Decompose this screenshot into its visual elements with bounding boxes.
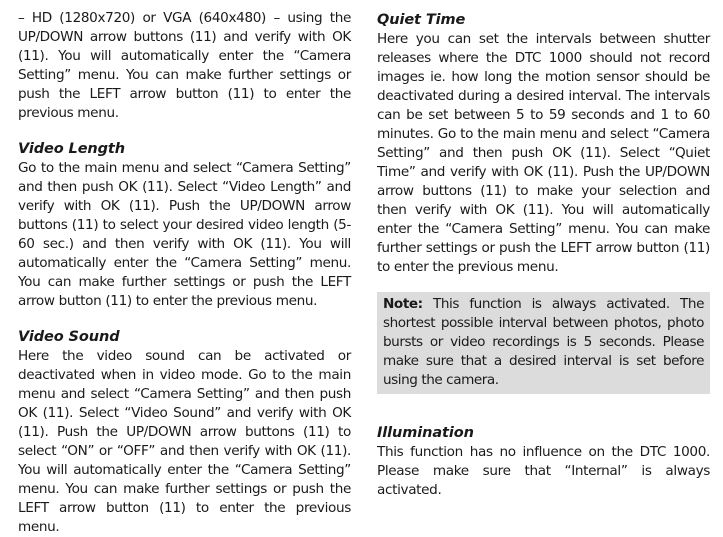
note-box (377, 292, 710, 394)
video-length-paragraph: Go to the main menu and select “Camera Setting” and then push OK (11). Select “Video Length” and verify with OK (11). Push the UP/DOWN arrow buttons (11) to select your desired video length (5-60 sec.) and then verify with OK (11). You will automatically enter the “Camera Setting” menu. You can make further settings or push the LEFT arrow button (11) to enter the previous menu. (18, 160, 351, 309)
intro-paragraph: – HD (1280x720) or VGA (640x480) – using the UP/DOWN arrow buttons (11) and verify with OK (11). You will automatically enter the “Camera Setting” menu. You can make further settings or push the LEFT arrow button (11) to enter the previous menu. (18, 10, 351, 121)
note-text: This function is always activated. The shortest possible interval between photos, photo bursts or video recordings is 5 seconds. Please make sure that a desired interval is set before using the camera. (383, 296, 704, 388)
video-sound-heading: Video Sound (18, 329, 120, 345)
quiet-time-heading: Quiet Time (377, 12, 466, 28)
illumination-paragraph: This function has no influence on the DTC 1000. Please make sure that “Internal” is always activated. (377, 444, 710, 498)
left-column (18, 0, 351, 537)
note-paragraph (383, 295, 704, 390)
note-label: Note: (383, 296, 423, 312)
quiet-time-paragraph: Here you can set the intervals between shutter releases where the DTC 1000 should not record images ie. how long the motion sensor should be deactivated during a desired interval. The intervals can be set between 5 to 59 seconds and 1 to 60 minutes. Go to the main menu and select “Camera Setting” and then push OK (11). Select “Quiet Time” and verify with OK (11). Push the UP/DOWN arrow buttons (11) to make your selection and then verify with OK (11). You will automatically enter the “Camera Setting” menu. You can make further settings or push the LEFT arrow button (11) to enter the previous menu. (377, 31, 710, 275)
illumination-heading: Illumination (377, 425, 474, 441)
video-length-heading: Video Length (18, 141, 125, 157)
right-column (377, 0, 710, 500)
video-sound-paragraph: Here the video sound can be activated or deactivated when in video mode. Go to the main menu and select “Camera Setting” and then push OK (11). Select “Video Sound” and verify with OK (11). Push the UP/DOWN arrow buttons (11) to select “ON” or “OFF” and then verify with OK (11). You will automatically enter the “Camera Setting” menu. You can make further settings or push the LEFT arrow button (11) to enter the previous menu. (18, 348, 351, 535)
